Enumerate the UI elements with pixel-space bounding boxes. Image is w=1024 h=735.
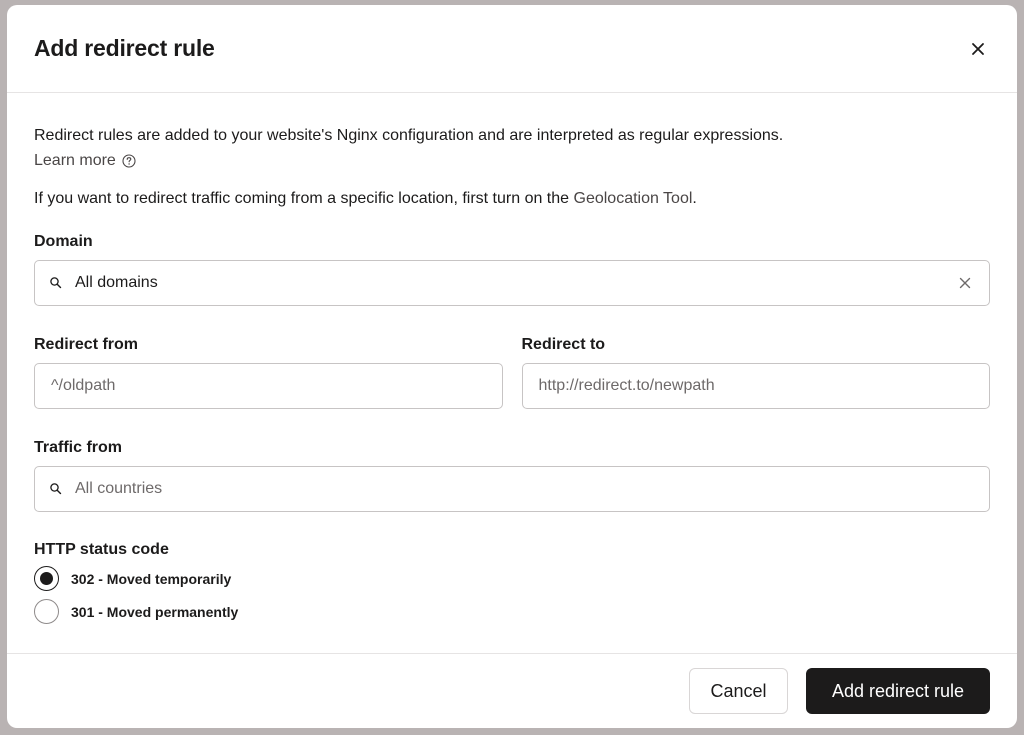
- radio-selected-dot: [40, 572, 53, 585]
- status-option-301[interactable]: [34, 598, 990, 625]
- http-status-group: [34, 541, 990, 625]
- status-option-301-label: 301 - Moved permanently: [71, 603, 239, 620]
- http-status-label: HTTP status code: [34, 541, 169, 558]
- redirect-to-group: [522, 336, 991, 409]
- intro-text-block: [34, 123, 990, 173]
- redirect-from-input[interactable]: [34, 363, 503, 409]
- redirect-from-label: Redirect from: [34, 336, 139, 353]
- domain-value: All domains: [75, 274, 158, 291]
- radio-301[interactable]: [34, 599, 59, 624]
- traffic-from-label: Traffic from: [34, 439, 123, 456]
- add-redirect-modal: [7, 5, 1017, 728]
- traffic-from-group: [34, 439, 990, 512]
- learn-more-link[interactable]: [34, 148, 136, 173]
- redirect-from-placeholder: ^/oldpath: [51, 377, 116, 394]
- status-option-302-label: 302 - Moved temporarily: [71, 570, 232, 587]
- geo-text-suffix: .: [692, 190, 697, 207]
- clear-icon: [959, 277, 971, 289]
- traffic-from-placeholder: All countries: [75, 480, 163, 497]
- domain-label: Domain: [34, 233, 93, 250]
- cancel-button[interactable]: Cancel: [689, 668, 788, 714]
- radio-302[interactable]: [34, 566, 59, 591]
- intro-text: Redirect rules are added to your website's Nginx configuration and are interpreted as regular expressions.: [34, 127, 784, 144]
- modal-body: [7, 93, 1017, 625]
- add-redirect-rule-button[interactable]: Add redirect rule: [806, 668, 990, 714]
- redirect-to-input[interactable]: [522, 363, 991, 409]
- modal-footer: [7, 653, 1017, 728]
- geolocation-tool-link[interactable]: Geolocation Tool: [573, 190, 693, 207]
- geolocation-note: [34, 190, 990, 208]
- geo-text-prefix: If you want to redirect traffic coming from a specific location, first turn on the: [34, 190, 570, 207]
- learn-more-label: Learn more: [34, 152, 116, 169]
- redirect-from-group: [34, 336, 503, 409]
- redirect-to-label: Redirect to: [521, 336, 606, 353]
- domain-select[interactable]: [34, 260, 990, 306]
- status-option-302[interactable]: [34, 565, 990, 592]
- help-circle-icon: [122, 154, 136, 168]
- close-button[interactable]: [964, 35, 992, 63]
- redirect-to-placeholder: http://redirect.to/newpath: [538, 377, 715, 394]
- modal-header: [7, 5, 1017, 93]
- close-icon: [971, 42, 985, 56]
- clear-domain-button[interactable]: [955, 273, 975, 293]
- traffic-from-select[interactable]: [34, 466, 990, 512]
- search-icon: [49, 482, 63, 496]
- redirect-fields-row: [34, 336, 990, 409]
- search-icon: [49, 276, 63, 290]
- modal-title: Add redirect rule: [34, 35, 215, 61]
- domain-field-group: [34, 233, 990, 306]
